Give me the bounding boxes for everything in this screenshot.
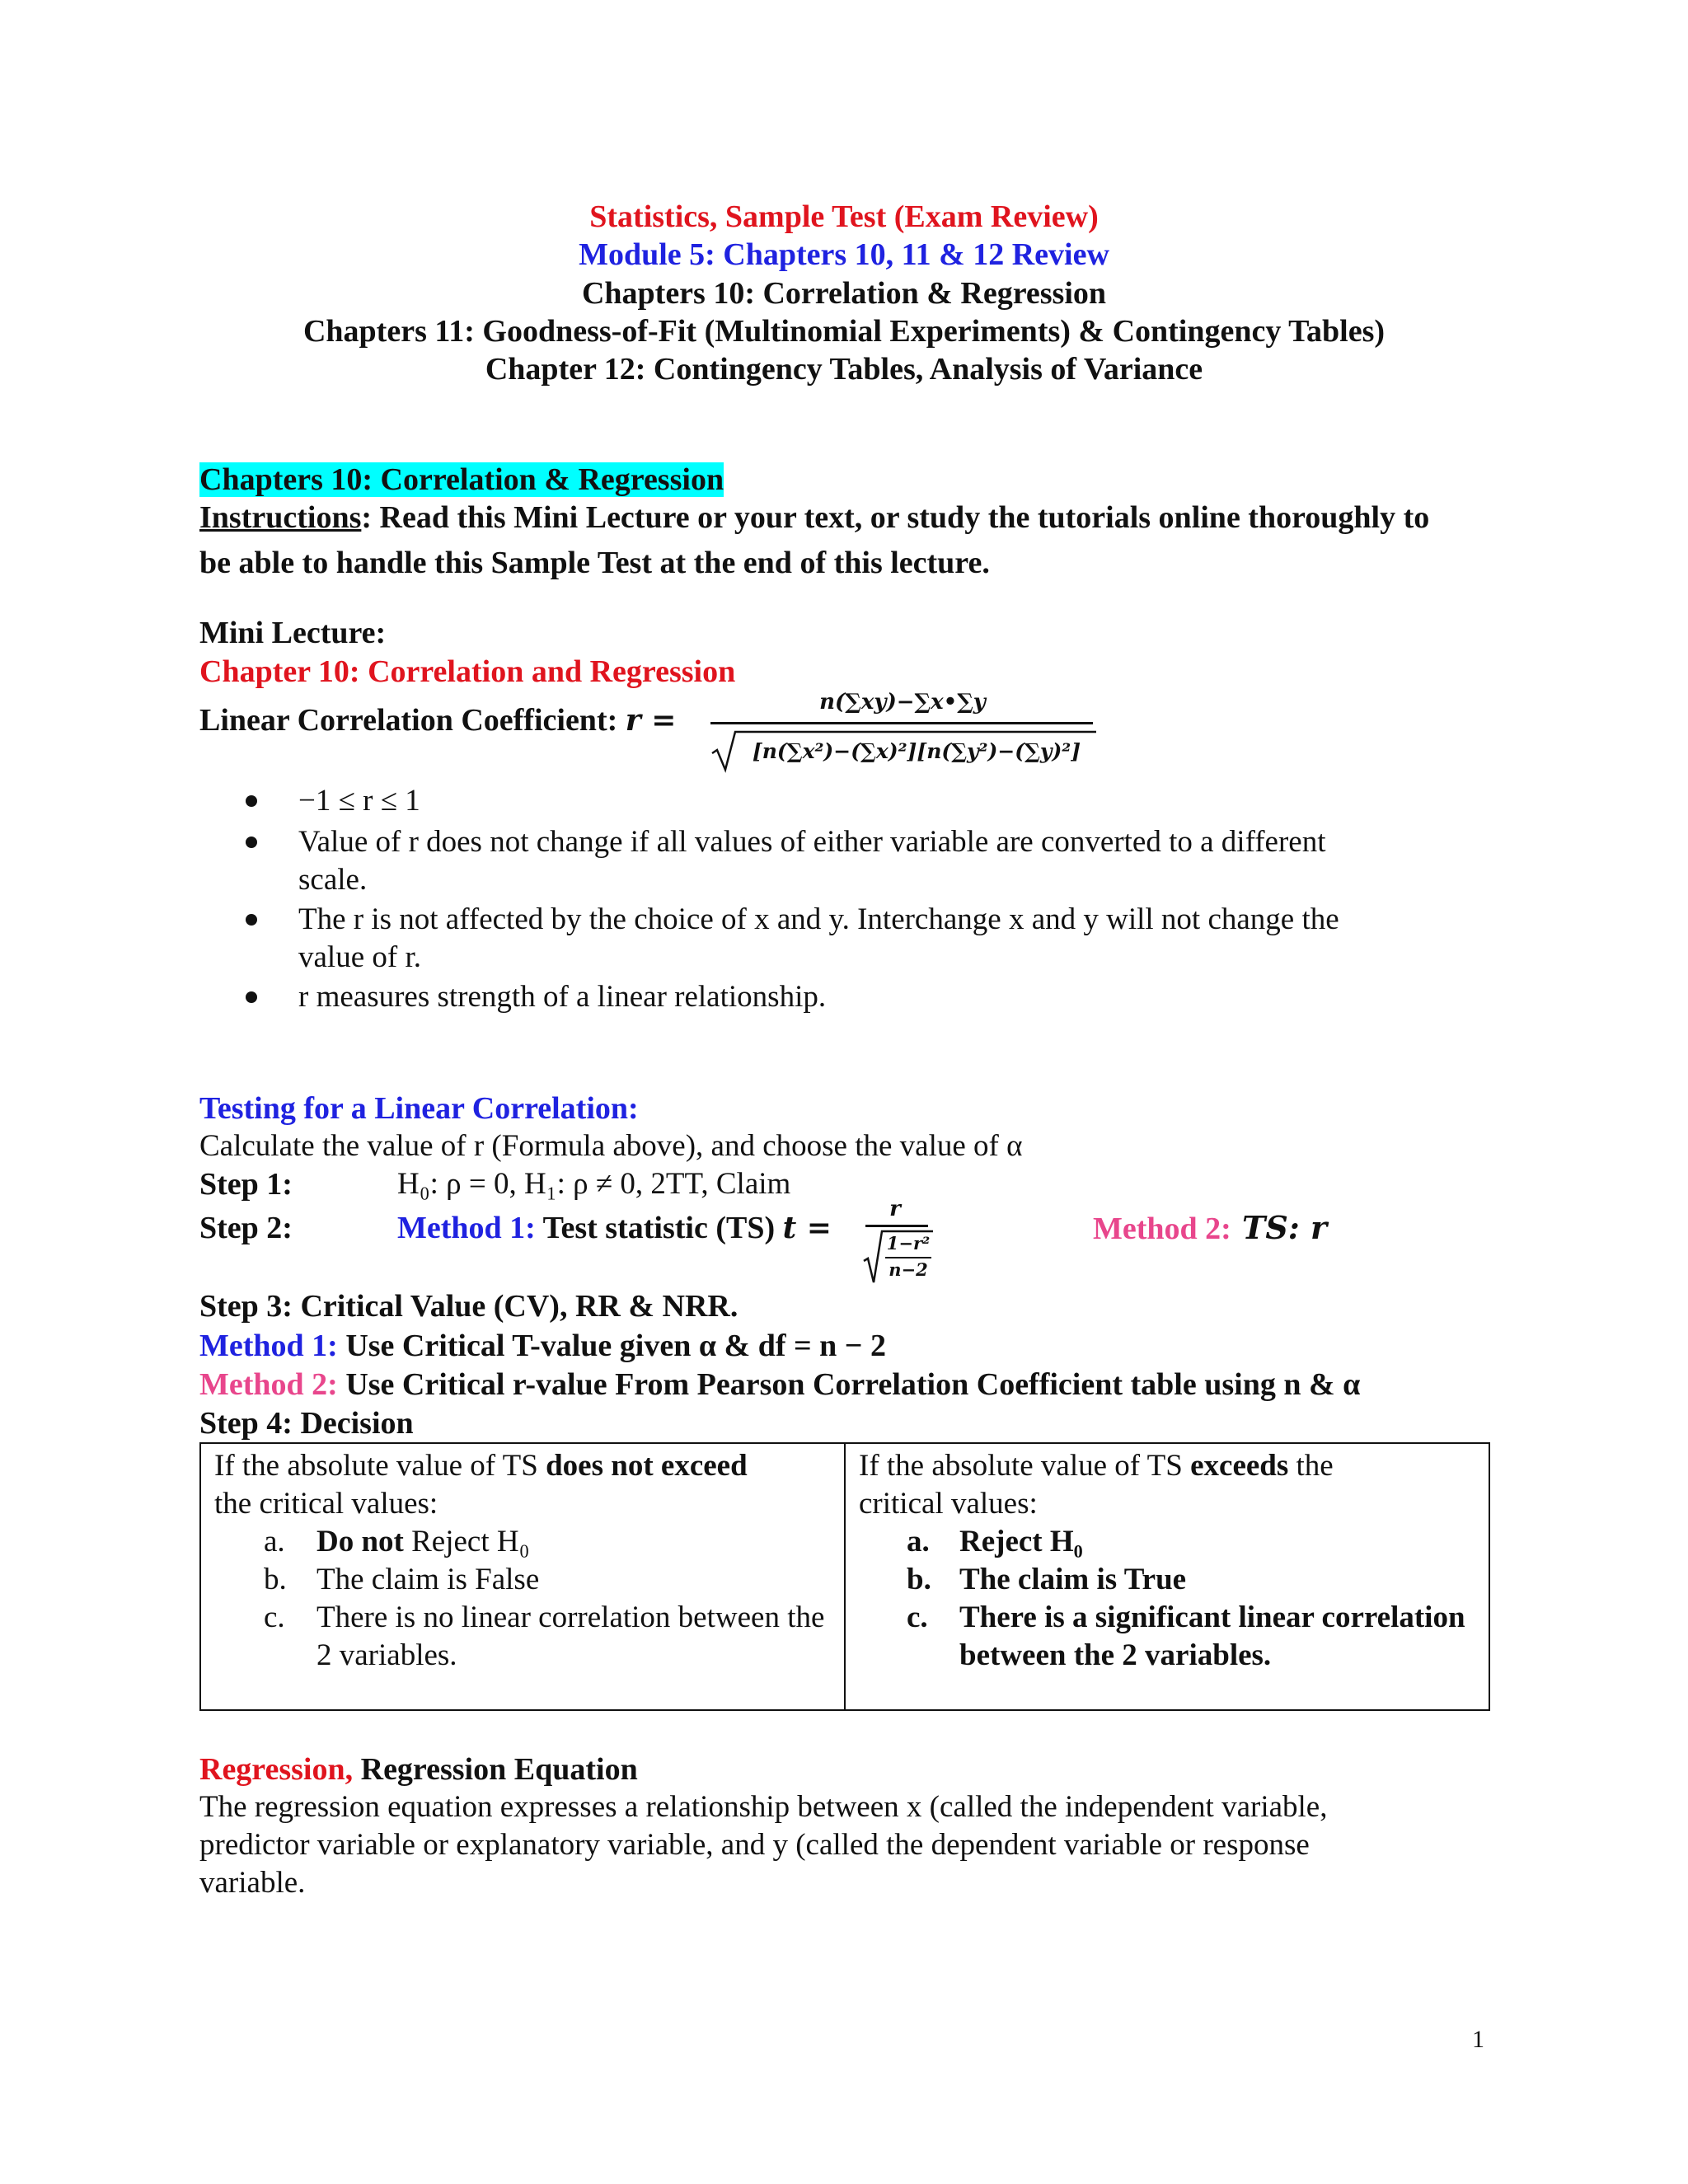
ts-inner-numerator: 1−r² — [886, 1233, 931, 1254]
bullet-4: r measures strength of a linear relationship. — [298, 980, 827, 1014]
step-3-method-2-text: Use Critical r-value From Pearson Correlation Coefficient table using n & α — [337, 1367, 1361, 1402]
testing-intro: Calculate the value of r (Formula above), and choose the value of α — [199, 1129, 1023, 1163]
bullet-3-line-2: value of r. — [298, 940, 421, 974]
instructions — [199, 499, 1502, 537]
instructions-text-1: : Read this Mini Lecture or your text, or study the tutorials online thoroughly to — [361, 500, 1430, 535]
step-1-label: Step 1: — [199, 1167, 293, 1202]
step-3-method-1 — [199, 1327, 886, 1365]
list-item: b. The claim is True — [907, 1563, 1187, 1596]
title-line-4: Chapters 11: Goodness-of-Fit (Multinomial Experiments) & Contingency Tables) — [302, 314, 1386, 349]
bullet-1: −1 ≤ r ≤ 1 — [298, 784, 420, 818]
list-item: b. The claim is False — [264, 1563, 540, 1596]
ts-denominator — [862, 1228, 936, 1286]
regression-line-1: The regression equation expresses a relationship between x (called the independent variable, — [199, 1790, 1328, 1824]
regression-label: Regression, — [199, 1752, 354, 1787]
list-item: c. There is a significant linear correlation between the 2 variables. — [907, 1601, 1465, 1672]
method-2-label: Method 2: — [1093, 1212, 1231, 1246]
ts-numerator: r — [889, 1197, 901, 1221]
decision-table — [199, 1442, 1490, 1711]
title-line-3: Chapters 10: Correlation & Regression — [581, 276, 1107, 311]
lcc-numerator: n(∑xy)−∑x•∑y — [819, 690, 986, 715]
bullet-dot — [246, 991, 257, 1003]
chapter-heading: Chapter 10: Correlation and Regression — [199, 654, 736, 689]
step-4: Step 4: Decision — [199, 1406, 414, 1441]
right-intro: If the absolute value of TS exceeds the — [859, 1449, 1334, 1483]
method-1-text: Test statistic (TS) — [535, 1211, 783, 1245]
ts-inner-denominator: n−2 — [889, 1259, 928, 1280]
instructions-text-2: be able to handle this Sample Test at the end of this lecture. — [199, 546, 990, 580]
left-intro-2: the critical values: — [214, 1487, 438, 1521]
regression-heading — [199, 1750, 638, 1788]
step-3-method-1-text: Use Critical T-value given α & df = n − 2 — [337, 1329, 886, 1363]
step-1-hypotheses: H₀: ρ = 0, H₁: ρ ≠ 0, 2TT, Claim — [397, 1167, 791, 1201]
regression-line-2: predictor variable or explanatory variable, and y (called the dependent variable or response — [199, 1828, 1310, 1862]
testing-heading: Testing for a Linear Correlation: — [199, 1091, 639, 1126]
mini-lecture-label: Mini Lecture: — [199, 616, 387, 650]
bullet-dot — [246, 795, 257, 807]
title-line-2: Module 5: Chapters 10, 11 & 12 Review — [579, 237, 1109, 272]
title-line-5: Chapter 12: Contingency Tables, Analysis of Variance — [485, 352, 1203, 387]
ts-fraction-bar — [865, 1225, 928, 1227]
list-item: a. Do not Reject H₀ — [264, 1525, 530, 1558]
ts-variable: t = — [782, 1211, 832, 1245]
left-intro: If the absolute value of TS does not exceed — [214, 1449, 748, 1483]
lcc-variable: r = — [625, 703, 677, 738]
decision-left-cell — [200, 1443, 845, 1710]
instructions-label: Instructions — [199, 500, 362, 535]
method-2-ts — [1093, 1209, 1327, 1248]
lcc-fraction-bar — [710, 722, 1093, 724]
page-number: 1 — [1472, 2026, 1484, 2053]
bullet-2-line-2: scale. — [298, 863, 368, 897]
lcc-label — [199, 701, 676, 739]
bullet-2-line-1: Value of r does not change if all values of either variable are converted to a different — [298, 825, 1326, 859]
method-1-label: Method 1: — [397, 1211, 536, 1245]
step-3: Step 3: Critical Value (CV), RR & NRR. — [199, 1289, 738, 1324]
list-item: c. There is no linear correlation between the 2 variables. — [264, 1601, 825, 1672]
lcc-label-text: Linear Correlation Coefficient: — [199, 703, 626, 738]
regression-label-rest: Regression Equation — [353, 1752, 638, 1787]
step-3-method-1-label: Method 1: — [199, 1329, 338, 1363]
method-2-text: TS: r — [1231, 1209, 1328, 1246]
list-item: a. Reject H₀ — [907, 1525, 1083, 1558]
lcc-denominator-text: [n(∑x²)−(∑x)²][n(∑y²)−(∑y)²] — [752, 739, 1081, 763]
method-1-ts — [397, 1209, 832, 1247]
highlighted-heading: Chapters 10: Correlation & Regression — [199, 462, 724, 497]
step-2-label: Step 2: — [199, 1211, 293, 1245]
bullet-dot — [246, 914, 257, 926]
regression-line-3: variable. — [199, 1866, 306, 1900]
decision-right-cell — [845, 1443, 1489, 1710]
step-3-method-2-label: Method 2: — [199, 1367, 338, 1402]
lcc-denominator — [710, 729, 1098, 773]
title-line-1: Statistics, Sample Test (Exam Review) — [589, 199, 1099, 234]
step-3-method-2 — [199, 1366, 1360, 1404]
bullet-3-line-1: The r is not affected by the choice of x and y. Interchange x and y will not change the — [298, 902, 1339, 936]
bullet-dot — [246, 837, 257, 848]
section-heading — [199, 461, 724, 499]
right-intro-2: critical values: — [859, 1487, 1038, 1521]
